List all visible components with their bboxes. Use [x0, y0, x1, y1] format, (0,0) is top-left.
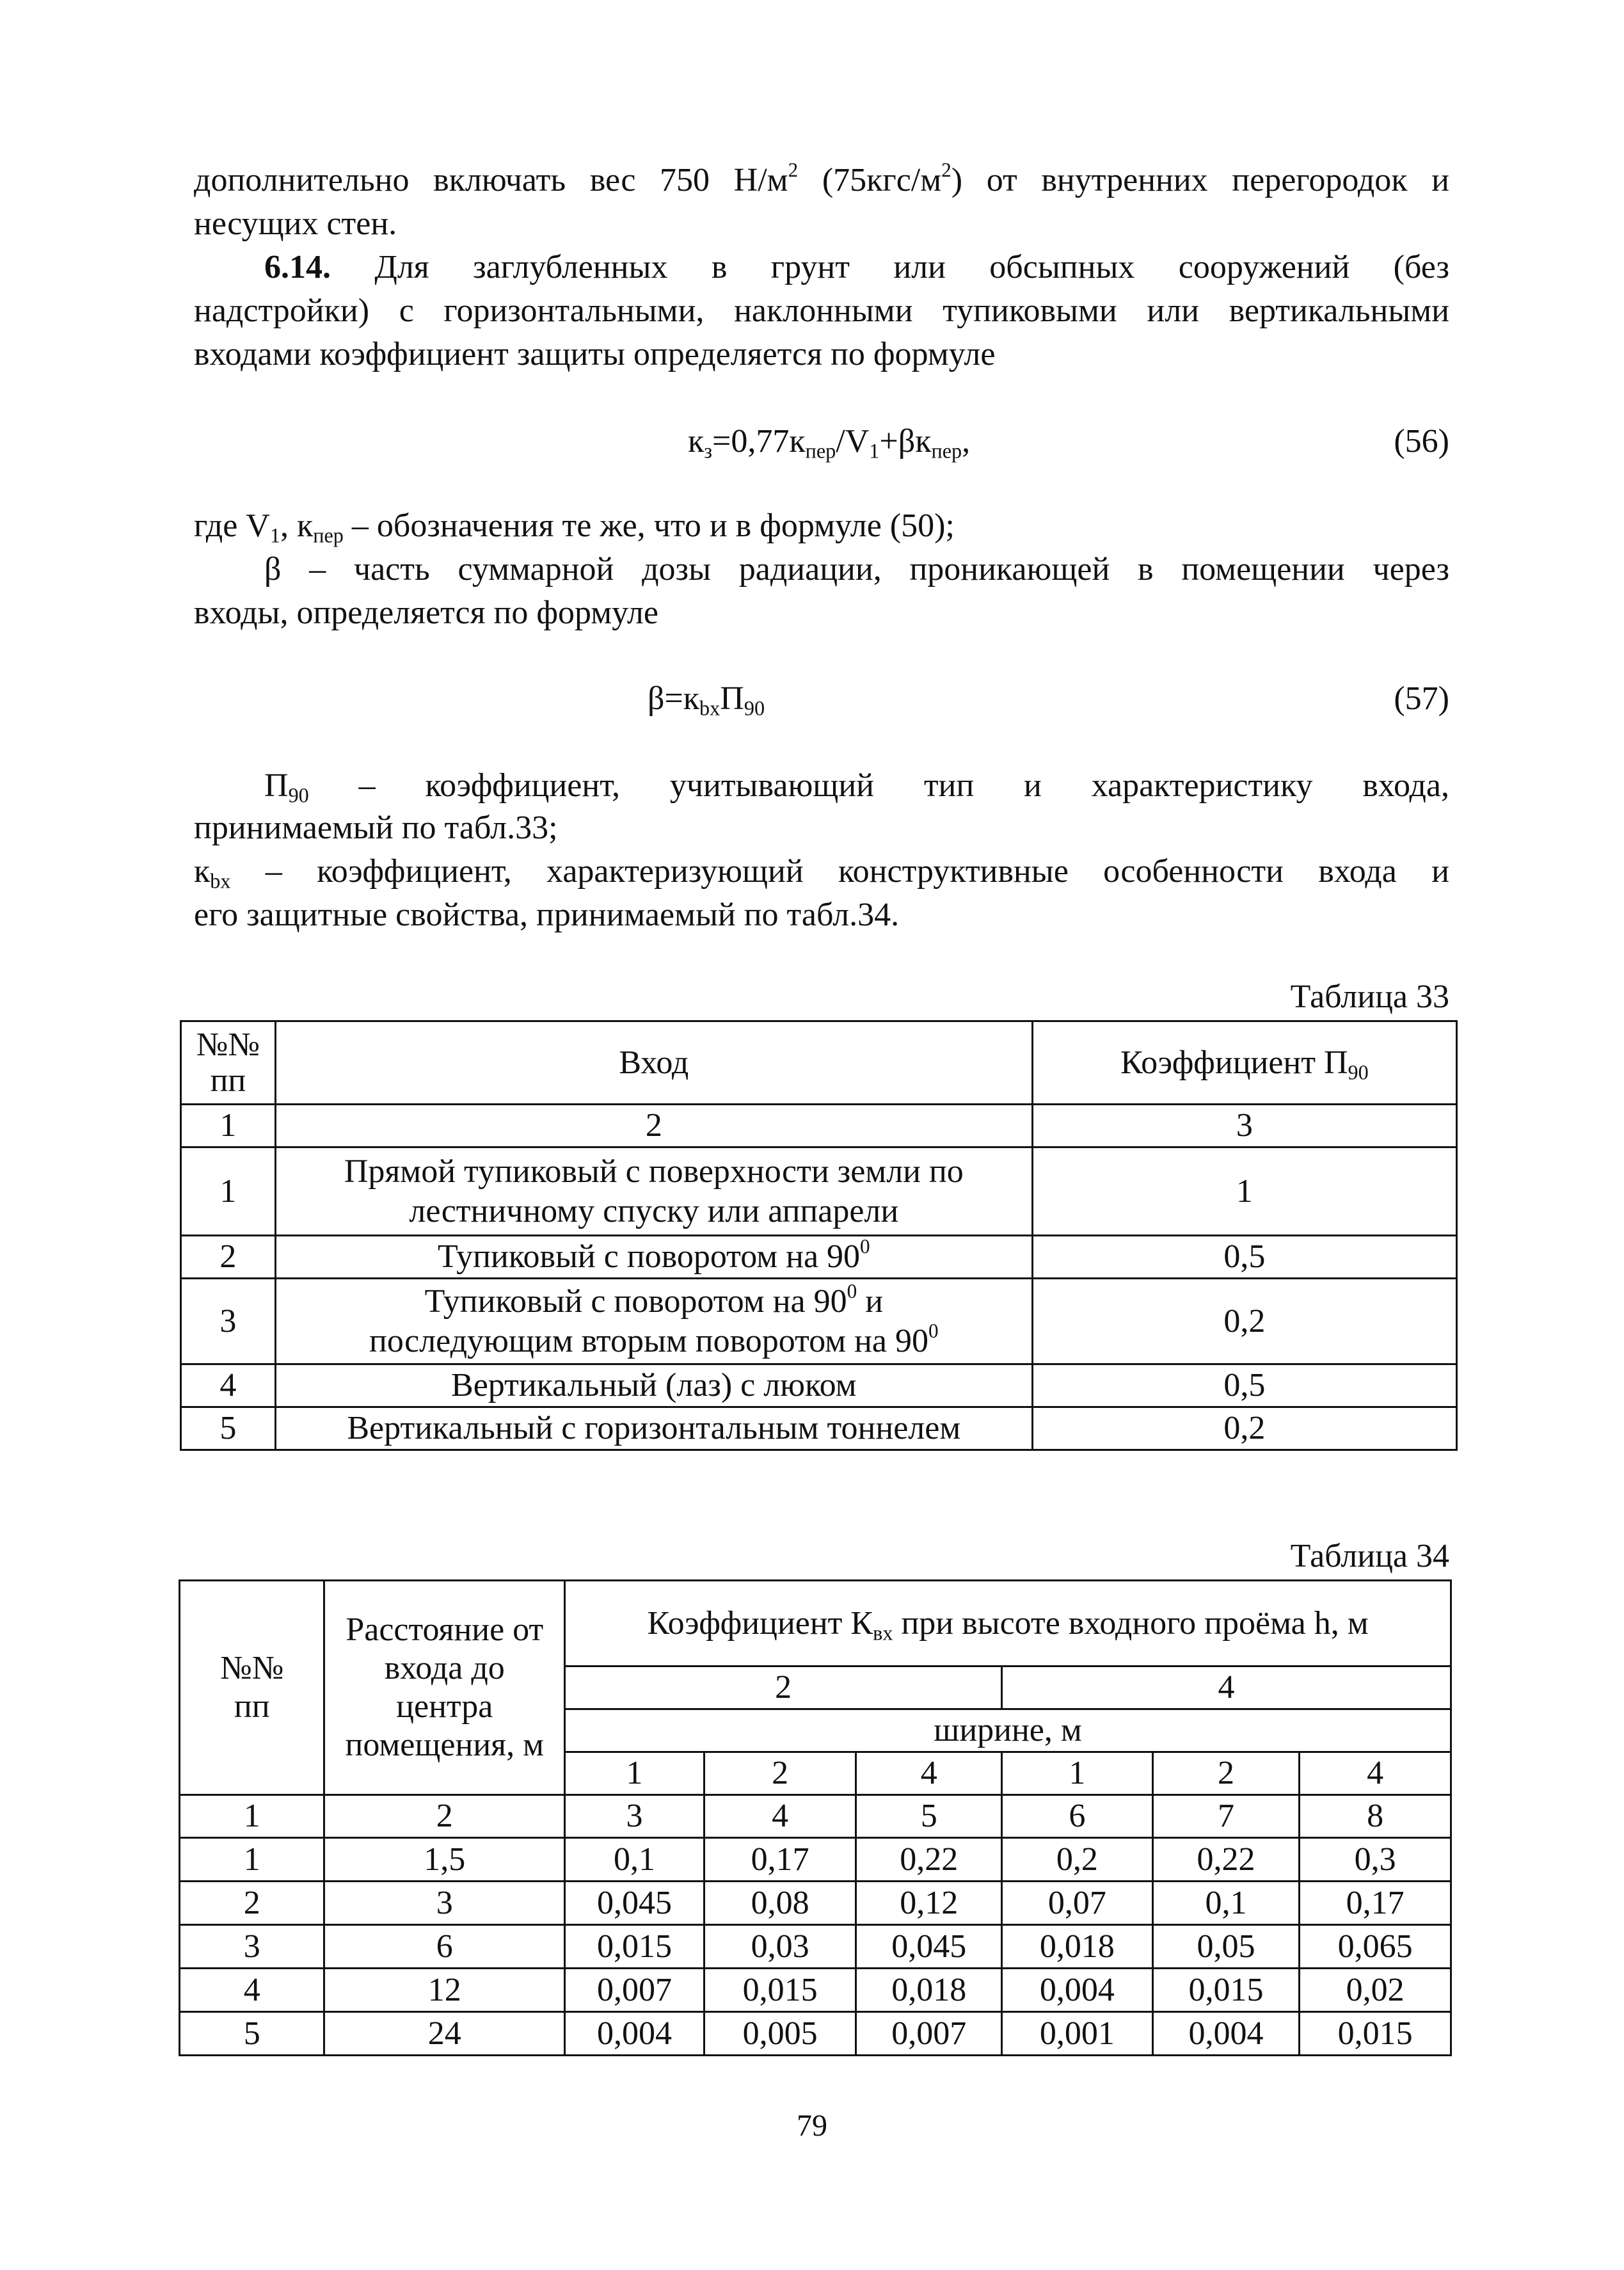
cell-coefficient: 0,5	[1032, 1364, 1456, 1407]
page-number: 79	[797, 2109, 827, 2143]
cell: 0,065	[1300, 1925, 1451, 1969]
cell-entry: Прямой тупиковый с поверхности земли по лестничному спуску или аппарели	[275, 1147, 1032, 1236]
paragraph-line: β – часть суммарной дозы радиации, проникающей в помещении через	[264, 551, 1449, 587]
cell: 0,3	[1300, 1838, 1451, 1882]
table-caption: Таблица 34	[1290, 1538, 1449, 1574]
paragraph-line: дополнительно включать вес 750 $Н/м^2$ $(75кгс/м^2)$ от внутренних перегородок и	[194, 159, 1450, 198]
cell: 0,007	[565, 1969, 705, 2012]
paragraph-line: 6.14. Для заглубленных в грунт или обсыпных сооружений (без	[264, 249, 1449, 285]
cell: 0,015	[704, 1969, 856, 2012]
table-caption: Таблица 33	[1290, 979, 1449, 1015]
cell-coefficient: 0,2	[1032, 1279, 1456, 1364]
table-row	[181, 1147, 1457, 1236]
cell: 0,045	[856, 1925, 1002, 1969]
cell: 0,007	[856, 2012, 1002, 2056]
column-number: 6	[1002, 1795, 1153, 1838]
cell: 0,22	[856, 1838, 1002, 1882]
table-row	[181, 1407, 1457, 1450]
table-row	[180, 1925, 1451, 1969]
cell: 5	[180, 2012, 324, 2056]
cell: 0,17	[1300, 1882, 1451, 1925]
cell: 0,004	[565, 2012, 705, 2056]
column-number: 5	[856, 1795, 1002, 1838]
cell: 0,1	[565, 1838, 705, 1882]
cell: 0,2	[1002, 1838, 1153, 1882]
cell: 3	[180, 1925, 324, 1969]
header-number: №№ пп	[180, 1581, 324, 1795]
header-width: 4	[1300, 1752, 1451, 1795]
cell: 3	[324, 1882, 565, 1925]
cell-entry: Тупиковый с поворотом на $90^0$	[275, 1236, 1032, 1279]
cell: 2	[180, 1882, 324, 1925]
header-width: 4	[856, 1752, 1002, 1795]
header-coefficient: Коэффициент $К_{вх}$ при высоте входного проёма h, м	[565, 1581, 1451, 1667]
header-distance: Расстояние от входа до центра помещения, м	[324, 1581, 565, 1795]
cell: 0,08	[704, 1882, 856, 1925]
header-width: 1	[1002, 1752, 1153, 1795]
cell: 0,005	[704, 2012, 856, 2056]
paragraph-line: принимаемый по табл.33;	[194, 810, 558, 846]
header-height: 2	[565, 1667, 1002, 1709]
cell: 0,1	[1152, 1882, 1300, 1925]
cell-entry: Тупиковый с поворотом на $90^0$ и последующим вторым поворотом на $90^0$	[275, 1279, 1032, 1364]
cell: 24	[324, 2012, 565, 2056]
paragraph-line: $П_{90}$ – коэффициент, учитывающий тип и характеристику входа,	[264, 767, 1449, 807]
paragraph-line: его защитные свойства, принимаемый по табл.34.	[194, 897, 900, 933]
paragraph-line: $к_{bx}$ – коэффициент, характеризующий конструктивные особенности входа и	[194, 853, 1449, 893]
cell-number: 2	[181, 1236, 276, 1279]
column-number: 7	[1152, 1795, 1300, 1838]
cell-number: 5	[181, 1407, 276, 1450]
header-width: 1	[565, 1752, 705, 1795]
cell-number: 3	[181, 1279, 276, 1364]
table-row	[180, 1838, 1451, 1882]
paragraph-line: входами коэффициент защиты определяется по формуле	[194, 336, 996, 372]
formula-57: $\beta=к_{bx}П_{90}$	[648, 680, 765, 720]
column-number: 1	[181, 1105, 276, 1147]
cell: 0,07	[1002, 1882, 1153, 1925]
column-number: 3	[1032, 1105, 1456, 1147]
cell-coefficient: 0,2	[1032, 1407, 1456, 1450]
column-number: 8	[1300, 1795, 1451, 1838]
cell: 0,03	[704, 1925, 856, 1969]
cell: 1	[180, 1838, 324, 1882]
column-number: 3	[565, 1795, 705, 1838]
cell: 0,004	[1152, 2012, 1300, 2056]
cell: 6	[324, 1925, 565, 1969]
paragraph-line: надстройки) с горизонтальными, наклонными тупиковыми или вертикальными	[194, 292, 1449, 329]
cell-entry: Вертикальный с горизонтальным тоннелем	[275, 1407, 1032, 1450]
header-height: 4	[1002, 1667, 1451, 1709]
column-number: 4	[704, 1795, 856, 1838]
table-row	[181, 1279, 1457, 1364]
header-coefficient: Коэффициент $П_{90}$	[1032, 1021, 1456, 1105]
header-number: №№ пп	[181, 1021, 276, 1105]
section-number: 6.14.	[264, 249, 331, 285]
table-row	[180, 1969, 1451, 2012]
cell: 0,018	[1002, 1925, 1153, 1969]
cell: 4	[180, 1969, 324, 2012]
table-row	[181, 1236, 1457, 1279]
cell-coefficient: 1	[1032, 1147, 1456, 1236]
column-number: 2	[324, 1795, 565, 1838]
cell: 0,22	[1152, 1838, 1300, 1882]
cell: 0,045	[565, 1882, 705, 1925]
paragraph-line: где $V_1$, $к_{пер}$ – обозначения те же, что и в формуле (50);	[194, 508, 955, 547]
table-34	[179, 1579, 1452, 2056]
cell: 0,02	[1300, 1969, 1451, 2012]
paragraph-line: входы, определяется по формуле	[194, 595, 658, 631]
cell-number: 1	[181, 1147, 276, 1236]
column-number: 2	[275, 1105, 1032, 1147]
header-width-label: ширине, м	[565, 1709, 1451, 1752]
table-row	[181, 1364, 1457, 1407]
table-row	[180, 1882, 1451, 1925]
cell-coefficient: 0,5	[1032, 1236, 1456, 1279]
cell: 0,12	[856, 1882, 1002, 1925]
formula-56: $к_з=0,77к_{пер}/V_1+\beta к_{пер}$,	[688, 423, 971, 463]
column-number: 1	[180, 1795, 324, 1838]
table-33	[180, 1020, 1458, 1451]
cell: 12	[324, 1969, 565, 2012]
formula-number: (56)	[1394, 423, 1449, 460]
header-entry: Вход	[275, 1021, 1032, 1105]
cell: 0,17	[704, 1838, 856, 1882]
cell: 1,5	[324, 1838, 565, 1882]
cell-entry: Вертикальный (лаз) с люком	[275, 1364, 1032, 1407]
cell: 0,015	[1300, 2012, 1451, 2056]
cell: 0,015	[565, 1925, 705, 1969]
header-width: 2	[704, 1752, 856, 1795]
cell: 0,015	[1152, 1969, 1300, 2012]
paragraph-line: несущих стен.	[194, 205, 397, 242]
cell: 0,05	[1152, 1925, 1300, 1969]
formula-number: (57)	[1394, 680, 1449, 717]
table-row	[180, 2012, 1451, 2056]
header-width: 2	[1152, 1752, 1300, 1795]
cell: 0,001	[1002, 2012, 1153, 2056]
cell: 0,004	[1002, 1969, 1153, 2012]
cell: 0,018	[856, 1969, 1002, 2012]
cell-number: 4	[181, 1364, 276, 1407]
